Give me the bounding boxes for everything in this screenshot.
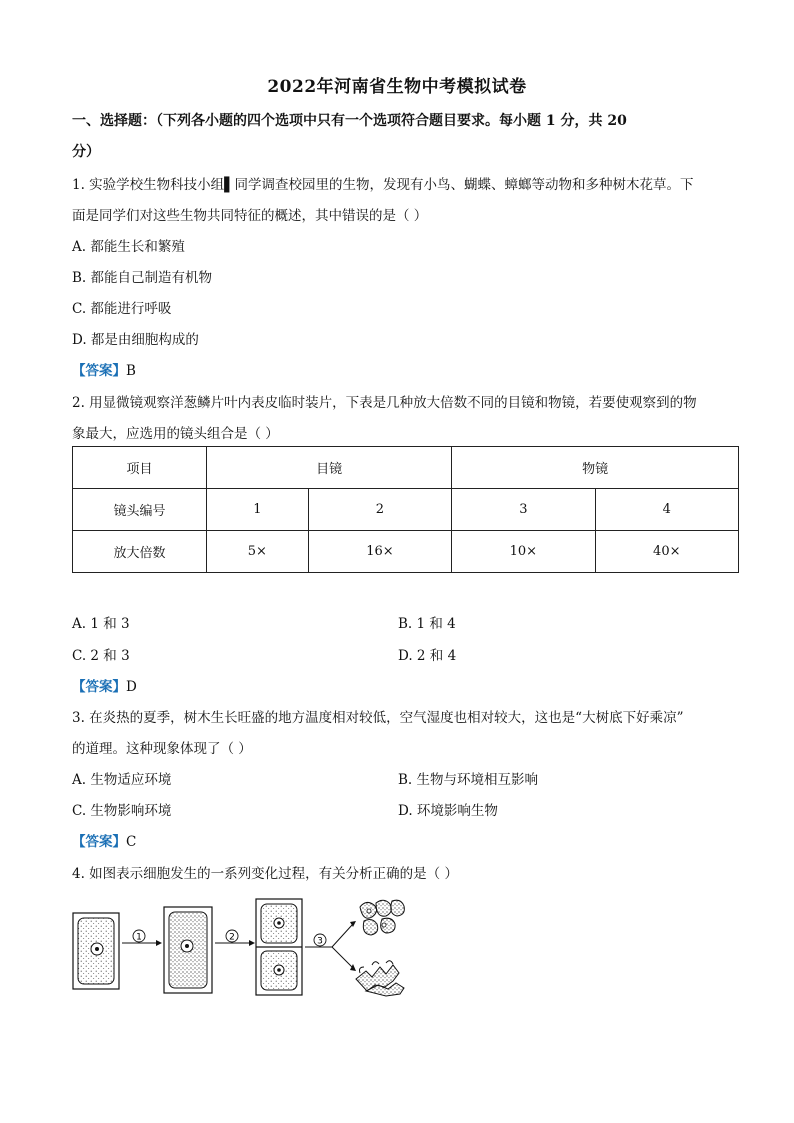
q3-option-d: D. 环境影响生物 <box>398 803 498 819</box>
q2-answer-value: D <box>126 679 137 695</box>
q2-option-d: D. 2 和 4 <box>398 648 457 664</box>
arrow-3-up <box>332 925 352 947</box>
q3-option-a: A. 生物适应环境 <box>72 772 172 788</box>
answer-label: 【答案】 <box>72 363 126 379</box>
table-cell: 10× <box>452 531 595 573</box>
cell-division-figure <box>70 895 420 1000</box>
tissue-rounded-cells <box>360 900 404 935</box>
table-cell: 40× <box>595 531 738 573</box>
divided-cells <box>256 899 302 995</box>
arrow-1-head <box>156 940 162 946</box>
step-2-label: 2 <box>229 932 235 943</box>
q1-answer-value: B <box>126 363 136 379</box>
q3-stem: 3. 在炎热的夏季，树木生长旺盛的地方温度相对较低，空气湿度也相对较大，这也是“大树底下好乘凉” <box>72 710 684 726</box>
table-cell: 16× <box>308 531 451 573</box>
table-header-eyepiece: 目镜 <box>207 447 452 489</box>
q1-option-c: C. 都能进行呼吸 <box>72 301 172 317</box>
table-cell: 5× <box>207 531 309 573</box>
table-cell: 2 <box>308 489 451 531</box>
step-1-label: 1 <box>136 932 142 943</box>
tissue-branched-cells <box>356 961 404 996</box>
answer-label: 【答案】 <box>72 679 126 695</box>
q2-stem: 2. 用显微镜观察洋葱鳞片叶内表皮临时装片，下表是几种放大倍数不同的目镜和物镜，若要使观察到的物 <box>72 395 697 411</box>
q2-stem-cont: 象最大，应选用的镜头组合是（ ） <box>72 426 279 442</box>
answer-label: 【答案】 <box>72 834 126 850</box>
table-header-item: 项目 <box>73 447 207 489</box>
q2-option-a: A. 1 和 3 <box>72 616 130 632</box>
q3-answer <box>72 830 136 850</box>
q2-option-c: C. 2 和 3 <box>72 648 130 664</box>
q3-answer-value: C <box>126 834 137 850</box>
table-row-label-magnification: 放大倍数 <box>73 531 207 573</box>
q3-option-b: B. 生物与环境相互影响 <box>398 772 539 788</box>
q1-option-a: A. 都能生长和繁殖 <box>72 239 185 255</box>
plant-cell-2 <box>164 907 212 993</box>
table-header-objective: 物镜 <box>452 447 739 489</box>
table-cell: 1 <box>207 489 309 531</box>
section-heading-cont: 分） <box>72 144 100 160</box>
plant-cell-1 <box>73 913 119 989</box>
arrow-3-down-head <box>350 964 356 971</box>
q2-option-b: B. 1 和 4 <box>398 616 456 632</box>
arrow-3-down <box>332 947 352 967</box>
lens-table <box>72 446 739 573</box>
step-3-label: 3 <box>317 936 323 947</box>
table-cell: 4 <box>595 489 738 531</box>
arrow-2-head <box>249 940 255 946</box>
q3-option-c: C. 生物影响环境 <box>72 803 172 819</box>
page-title: 2022年河南省生物中考模拟试卷 <box>267 77 527 97</box>
q4-stem: 4. 如图表示细胞发生的一系列变化过程，有关分析正确的是（ ） <box>72 866 458 882</box>
q1-stem: 1. 实验学校生物科技小组▌同学调查校园里的生物，发现有小鸟、蝴蝶、蟑螂等动物和多种树木花草。下 <box>72 177 694 193</box>
q1-answer <box>72 359 136 379</box>
q1-option-d: D. 都是由细胞构成的 <box>72 332 199 348</box>
section-heading: 一、选择题：（下列各小题的四个选项中只有一个选项符合题目要求。每小题 1 分，共 20 <box>72 113 627 129</box>
table-cell: 3 <box>452 489 595 531</box>
q1-stem-cont: 面是同学们对这些生物共同特征的概述，其中错误的是（ ） <box>72 208 428 224</box>
q2-answer <box>72 675 137 695</box>
q3-stem-cont: 的道理。这种现象体现了（ ） <box>72 741 252 757</box>
q1-option-b: B. 都能自己制造有机物 <box>72 270 213 286</box>
table-row-label-lens-no: 镜头编号 <box>73 489 207 531</box>
